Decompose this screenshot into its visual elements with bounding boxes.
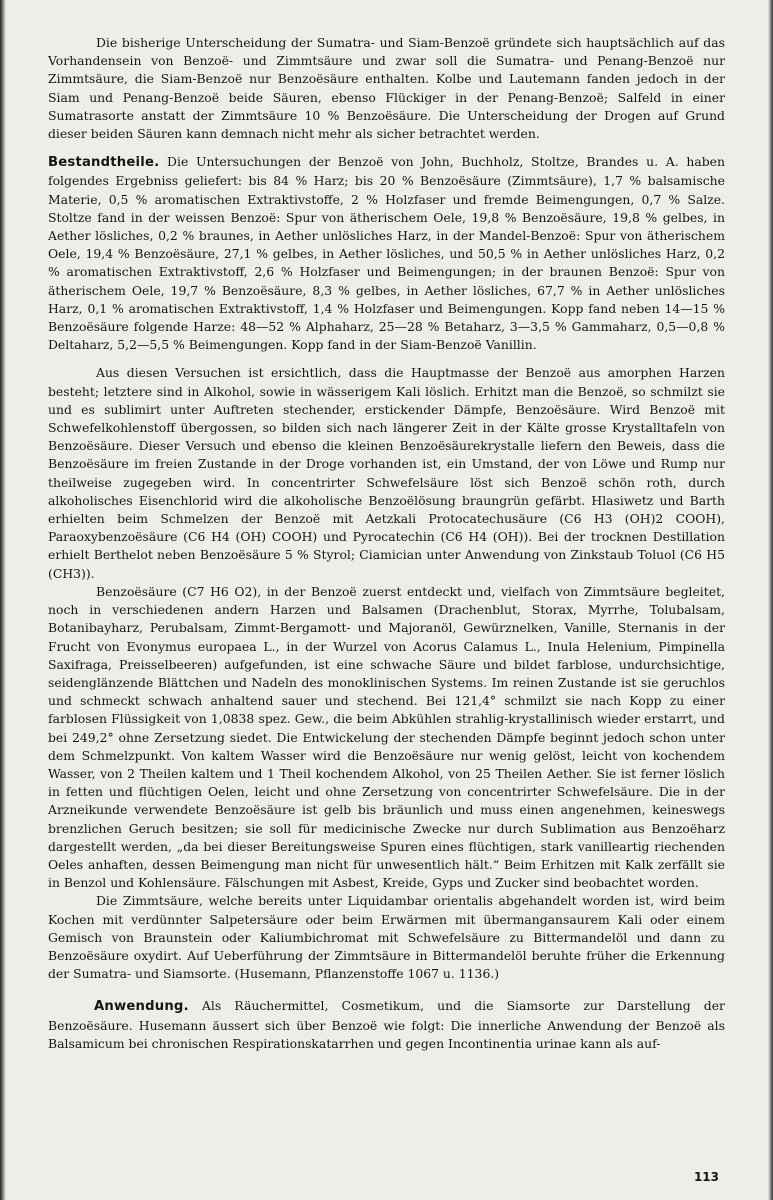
anwendung-body: Als Räuchermittel, Cosmetikum, und die Siamsorte zur Darstellung der Benzoësäure. Husemann äussert sich über Benzoë wie folgt: Die innerliche Anwendung der Benzoë als Balsamicum bei chronischen Respirationskatarrhen und gegen Incontinentia urinae kann als auf-: [48, 998, 725, 1051]
paragraph-benzoesaeure: Benzoësäure (C7 H6 O2), in der Benzoë zuerst entdeckt und, vielfach von Zimmtsäure begleitet, noch in verschiedenen andern Harzen und Balsamen (Drachenblut, Storax, Myrrhe, Tolubalsam, Botanibayharz, Perubalsam, Zimmt-Bergamott- und Majoranöl, Gewürznelken, Vanille, Sternanis in der Frucht von Evonymus europaea L., in der Wurzel von Acorus Calamus L., Inula Helenium, Pimpinella Saxifraga, Preisselbeeren) aufgefunden, ist eine schwache Säure und bildet farblose, undurchsichtige, seidenglänzende Blättchen und Nadeln des monoklinischen Systems. Im reinen Zustande ist sie geruchlos und schmeckt schwach anhaltend sauer und stechend. Bei 121,4° schmilzt sie nach Kopp zu einer farblosen Flüssigkeit von 1,0838 spez. Gew., die beim Abkühlen strahlig-krystallinisch wieder erstarrt, und bei 249,2° ohne Zersetzung siedet. Die Entwickelung der stechenden Dämpfe beginnt jedoch schon unter dem Schmelzpunkt. Von kaltem Wasser wird die Benzoësäure nur wenig gelöst, leicht von kochendem Wasser, von 2 Theilen kaltem und 1 Theil kochendem Alkohol, von 25 Theilen Aether. Sie ist ferner löslich in fetten und flüchtigen Oelen, leicht und ohne Zersetzung von concentrirter Schwefelsäure. Die in der Arzneikunde verwendete Benzoësäure ist gelb bis bräunlich und muss einen angenehmen, keineswegs brenzlichen Geruch besitzen; sie soll für medicinische Zwecke nur durch Sublimation aus Benzoëharz dargestellt werden, „da bei dieser Bereitungsweise Spuren eines flüchtigen, stark vanilleartig riechenden Oeles anhaften, dessen Beimengung man nicht für unwesentlich hält.“ Beim Erhitzen mit Kalk zerfällt sie in Benzol und Kohlensäure. Fälschungen mit Asbest, Kreide, Gyps und Zucker sind beobachtet worden.: [48, 583, 725, 891]
page-number: 113: [693, 1170, 719, 1184]
section-heading-anwendung: Anwendung.: [94, 999, 189, 1015]
paragraph-anwendung: [48, 997, 725, 1053]
paragraph-zimmtsaeure: Die Zimmtsäure, welche bereits unter Liquidambar orientalis abgehandelt worden ist, wird beim Kochen mit verdünnter Salpetersäure oder beim Erwärmen mit übermangansaurem Kali oder einem Gemisch von Braunstein oder Kaliumbichromat mit Schwefelsäure zu Bittermandelöl und dann zu Benzoësäure oxydirt. Auf Ueberführung der Zimmtsäure in Bittermandelöl beruhte früher die Erkennung der Sumatra- und Siamsorte. (Husemann, Pflanzenstoffe 1067 u. 1136.): [48, 893, 725, 982]
paragraph-bestandtheile: [48, 153, 725, 354]
paragraph-sumatra-siam-distinction: Die bisherige Unterscheidung der Sumatra- und Siam-Benzoë gründete sich hauptsächlich auf das Vorhandensein von Benzoë- und Zimmtsäure und zwar soll die Sumatra- und Penang-Benzoë nur Zimmtsäure, die Siam-Benzoë nur Benzoësäure enthalten. Kolbe und Lautemann fanden jedoch in der Siam und Penang-Benzoë beide Säuren, ebenso Flückiger in der Penang-Benzoë; Salfeld in einer Sumatrasorte anstatt der Zimmtsäure 10 % Benzoësäure. Die Unterscheidung der Drogen auf Grund dieser beiden Säuren kann demnach nicht mehr als sicher betrachtet werden.: [48, 35, 725, 142]
paragraph-versuche: Aus diesen Versuchen ist ersichtlich, dass die Hauptmasse der Benzoë aus amorphen Harzen besteht; letztere sind in Alkohol, sowie in wässerigem Kali löslich. Erhitzt man die Benzoë, so schmilzt sie und es sublimirt unter Auftreten stechender, erstickender Dämpfe, Benzoësäure. Wird Benzoë mit Schwefelkohlenstoff übergossen, so bilden sich nach längerer Zeit in der Kälte grosse Krystalltafeln von Benzoësäure. Dieser Versuch und ebenso die kleinen Benzoësäurekrystalle liefern den Beweis, dass die Benzoësäure im freien Zustande in der Droge vorhanden ist, ein Umstand, der von Löwe und Rump nur theilweise zugegeben wird. In concentrirter Schwefelsäure löst sich Benzoë schön roth, durch alkoholisches Eisenchlorid wird die alkoholische Benzoëlösung braungrün gefärbt. Hlasiwetz und Barth erhielten beim Schmelzen der Benzoë mit Aetzkali Protocatechusäure (C6 H3 (OH)2 COOH), Paraoxybenzoësäure (C6 H4 (OH) COOH) und Pyrocatechin (C6 H4 (OH)). Bei der trocknen Destillation erhielt Berthelot neben Benzoësäure 5 % Styrol; Ciamician unter Anwendung von Zinkstaub Toluol (C6 H5 (CH3)).: [48, 365, 725, 581]
section-heading-bestandtheile: Bestandtheile.: [48, 155, 160, 171]
bestandtheile-body: Die Untersuchungen der Benzoë von John, Buchholz, Stoltze, Brandes u. A. haben folgendes Ergebniss geliefert: bis 84 % Harz; bis 20 % Benzoësäure (Zimmtsäure), 1,7 % balsamische Materie, 0,5 % aromatischen Extraktivstoffe, 2 % Holzfaser und fremde Beimengungen, 0,7 % Salze. Stoltze fand in der weissen Benzoë: Spur von ätherischem Oele, 19,8 % Benzoësäure, 19,8 % gelbes, in Aether lösliches, 0,2 % braunes, in Aether unlösliches Harz, in der Mandel-Benzoë: Spur von ätherischem Oele, 19,4 % Benzoësäure, 27,1 % gelbes, in Aether lösliches, und 50,5 % in Aether unlösliches Harz, 0,2 % aromatischen Extraktivstoff, 2,6 % Holzfaser und Beimengungen; in der braunen Benzoë: Spur von ätherischem Oele, 19,7 % Benzoësäure, 8,3 % gelbes, in Aether lösliches, 67,7 % in Aether unlösliches Harz, 0,1 % aromatischen Extraktivstoff, 1,4 % Holzfaser und Beimengungen. Kopp fand neben 14—15 % Benzoësäure folgende Harze: 48—52 % Alphaharz, 25—28 % Betaharz, 3—3,5 % Gammaharz, 0,5—0,8 % Deltaharz, 5,2—5,5 % Beimengungen. Kopp fand in der Siam-Benzoë Vanillin.: [48, 154, 725, 353]
